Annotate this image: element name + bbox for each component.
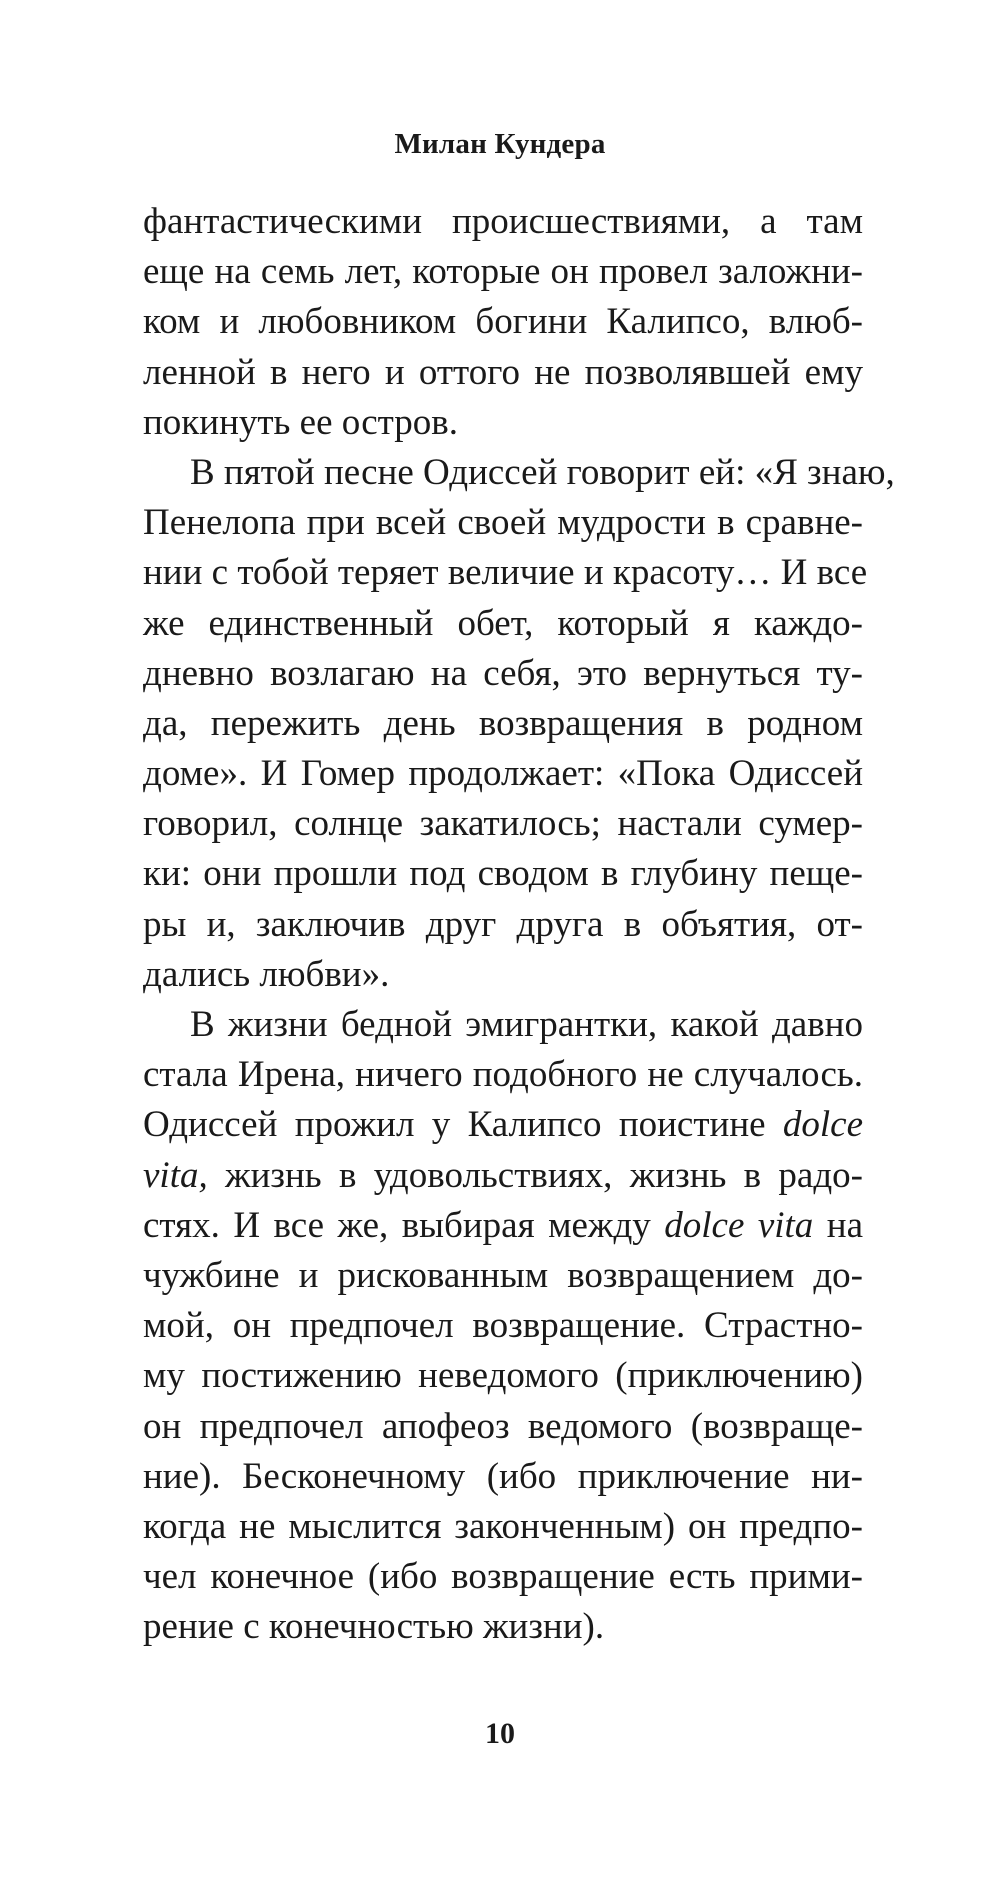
text-line: В пятой песне Одиссей говорит ей: «Я знаю, <box>190 451 895 493</box>
text-line <box>143 1151 863 1201</box>
text-line: Пенелопа при всей своей мудрости в сравне- <box>143 502 863 544</box>
text-line: нии с тобой теряет величие и красоту… И все <box>143 552 868 594</box>
page-number: 10 <box>485 1717 515 1750</box>
text-line: он предпочел апофеоз ведомого (возвраще- <box>143 1405 863 1447</box>
text-line: рение с конечностью жизни). <box>143 1606 605 1648</box>
text-line: ленной в него и оттого не позволявшей ему <box>143 351 863 393</box>
italic-phrase: vita, <box>143 1154 208 1196</box>
text-line <box>143 1100 863 1150</box>
text-line: чел конечное (ибо возвращение есть прими- <box>143 1556 863 1598</box>
text-line: говорил, солнце закатилось; настали сумер- <box>143 803 863 845</box>
text-line: доме». И Гомер продолжает: «Пока Одиссей <box>143 753 863 795</box>
text-segment: жизнь в удовольствиях, жизнь в радо- <box>207 1154 863 1196</box>
text-line: дневно возлагаю на себя, это вернуться ту- <box>143 652 863 694</box>
text-line: ки: они прошли под сводом в глубину пеще- <box>143 853 863 895</box>
text-line: ние). Бесконечному (ибо приключение ни- <box>143 1455 863 1497</box>
text-line: покинуть ее остров. <box>143 401 458 443</box>
text-line: же единственный обет, который я каждо- <box>143 602 863 644</box>
text-line: ком и любовником богини Калипсо, влюб- <box>143 301 863 343</box>
body-text <box>143 197 895 1652</box>
text-line: чужбине и рискованным возвращением до- <box>143 1254 863 1296</box>
text-segment: стях. И все же, выбирая между <box>143 1204 665 1246</box>
text-line: еще на семь лет, которые он провел заложни- <box>143 251 863 293</box>
italic-phrase: dolce vita <box>664 1204 814 1246</box>
text-line: В жизни бедной эмигрантки, какой давно <box>190 1004 863 1045</box>
text-line: мой, он предпочел возвращение. Страстно- <box>143 1305 863 1347</box>
text-line: стала Ирена, ничего подобного не случалось. <box>143 1054 863 1096</box>
text-line <box>143 1201 863 1251</box>
text-line: да, пережить день возвращения в родном <box>143 702 863 744</box>
text-line: му постижению неведомого (приключению) <box>143 1355 863 1397</box>
text-line: когда не мыслится законченным) он предпо- <box>143 1505 863 1547</box>
text-segment: Одиссей прожил у Калипсо поистине <box>143 1104 783 1146</box>
text-line: дались любви». <box>143 953 390 995</box>
italic-phrase: dolce <box>782 1104 863 1146</box>
text-line: ры и, заключив друг друга в объятия, от- <box>143 903 863 945</box>
text-line: фантастическими происшествиями, а там <box>143 201 863 242</box>
text-segment: на <box>813 1204 863 1246</box>
running-head-author: Милан Кундера <box>394 128 606 160</box>
